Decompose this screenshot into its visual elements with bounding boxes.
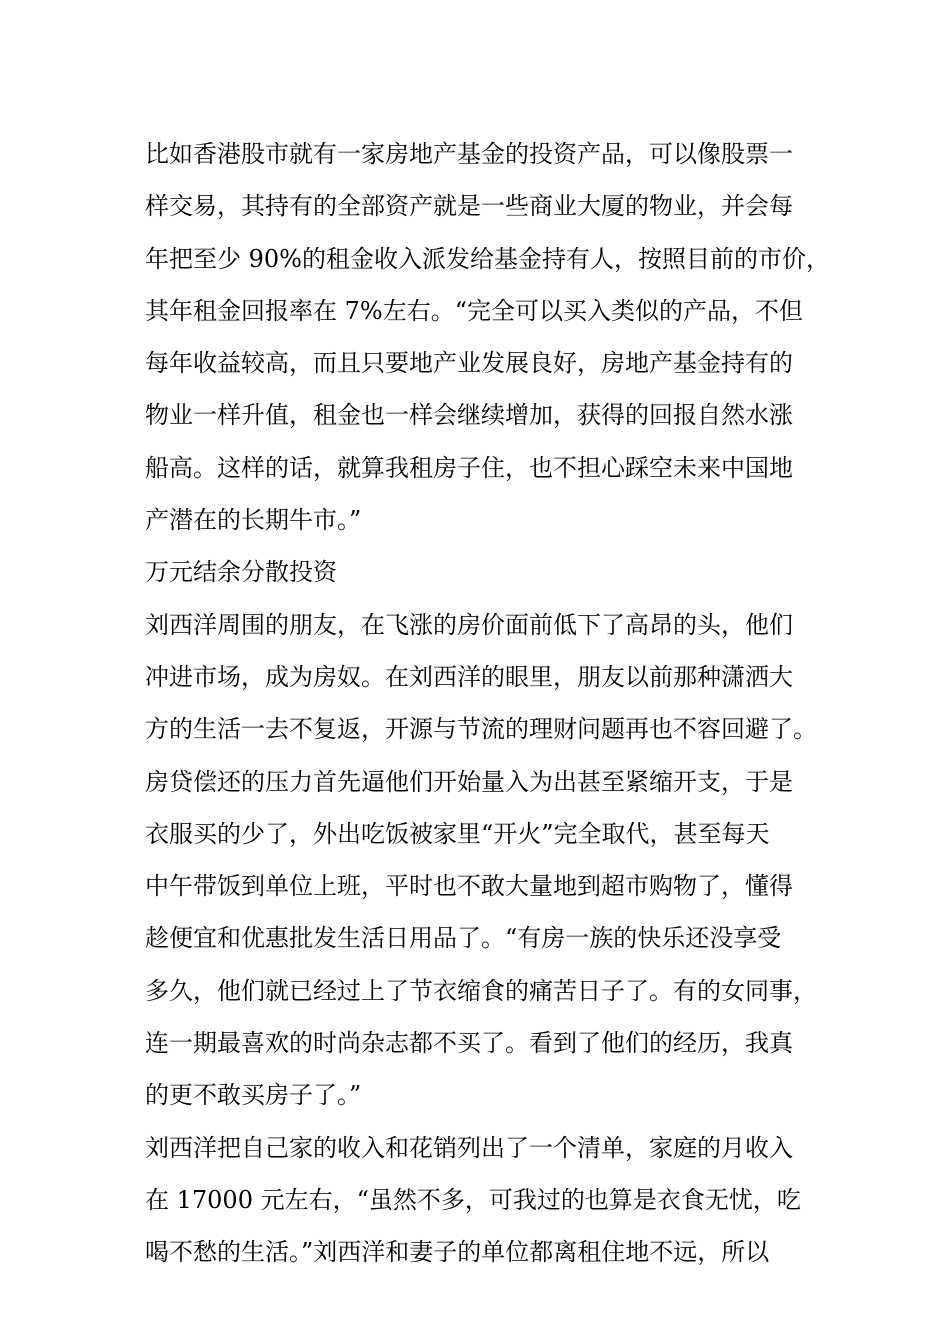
text-line: 连一期最喜欢的时尚杂志都不买了。看到了他们的经历，我真 (145, 1029, 793, 1058)
text-line: 刘西洋周围的朋友，在飞涨的房价面前低下了高昂的头，他们 (145, 610, 793, 639)
text-line: 样交易，其持有的全部资产就是一些商业大厦的物业，并会每 (145, 192, 793, 221)
text-line: 方的生活一去不复返，开源与节流的理财问题再也不容回避了。 (145, 715, 817, 744)
article-body (145, 128, 830, 1279)
text-line: 比如香港股市就有一家房地产基金的投资产品，可以像股票一 (145, 140, 793, 168)
text-line: 其年租金回报率在 7%左右。“完全可以买入类似的产品，不但 (145, 296, 803, 325)
section-heading: 万元结余分散投资 (145, 558, 337, 587)
text-line: 多久，他们就已经过上了节衣缩食的痛苦日子了。有的女同事， (145, 976, 817, 1005)
text-line: 船高。这样的话，就算我租房子住，也不担心踩空未来中国地 (145, 453, 793, 482)
text-line: 中午带饭到单位上班，平时也不敢大量地到超市购物了，懂得 (145, 872, 793, 901)
text-line: 喝不愁的生活。”刘西洋和妻子的单位都离租住地不远，所以 (145, 1238, 770, 1267)
text-line: 每年收益较高，而且只要地产业发展良好，房地产基金持有的 (145, 349, 793, 378)
text-line: 冲进市场，成为房奴。在刘西洋的眼里，朋友以前那种潇洒大 (145, 662, 793, 691)
text-line: 物业一样升值，租金也一样会继续增加，获得的回报自然水涨 (145, 401, 793, 430)
text-line: 在 17000 元左右，“虽然不多，可我过的也算是衣食无忧，吃 (145, 1185, 801, 1214)
text-line: 的更不敢买房子了。” (145, 1081, 362, 1110)
text-line: 年把至少 90%的租金收入派发给基金持有人，按照目前的市价， (145, 244, 830, 273)
text-line: 刘西洋把自己家的收入和花销列出了一个清单，家庭的月收入 (145, 1133, 793, 1162)
text-line: 衣服买的少了，外出吃饭被家里“开火”完全取代，甚至每天 (145, 819, 770, 848)
text-line: 趁便宜和优惠批发生活日用品了。“有房一族的快乐还没享受 (145, 924, 782, 953)
text-line: 房贷偿还的压力首先逼他们开始量入为出甚至紧缩开支，于是 (145, 767, 793, 796)
text-line: 产潜在的长期牛市。” (145, 506, 362, 535)
